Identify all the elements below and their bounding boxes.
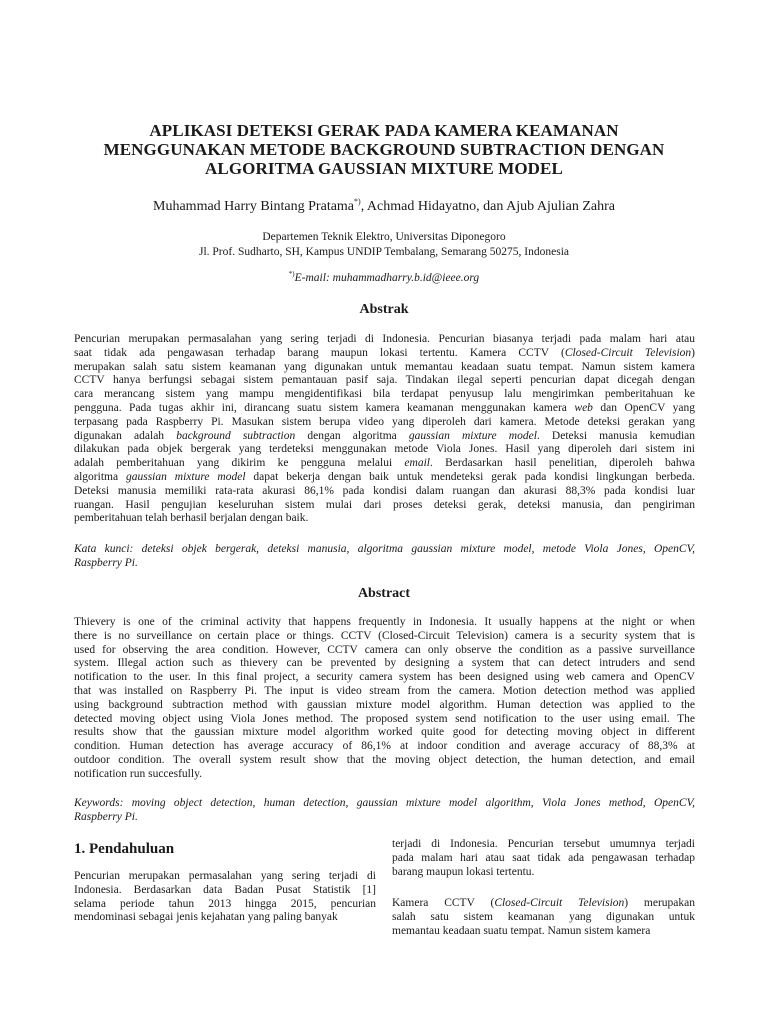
text-line: ruangan. Hasil pengujian keseluruhan sistem mulai dari proses deteksi gerak, deteksi manusia, dan pengiriman xyxy=(74,498,695,511)
abstract-body xyxy=(74,616,695,782)
email-text: E-mail: muhammadharry.b.id@ieee.org xyxy=(294,272,480,284)
text-line: Keywords: moving object detection, human detection, gaussian mixture model algorithm, Viola Jones method, OpenCV, xyxy=(74,797,695,809)
text-line: Raspberry Pi. xyxy=(74,556,138,569)
affiliation-line: Jl. Prof. Sudharto, SH, Kampus UNDIP Tembalang, Semarang 50275, Indonesia xyxy=(198,246,570,258)
title-line: ALGORITMA GAUSSIAN MIXTURE MODEL xyxy=(205,159,563,178)
italic-term: Closed-Circuit Television xyxy=(494,897,625,909)
text-line: digunakan adalah background subtraction dengan algoritma gaussian mixture model. Deteksi manusia kemudian xyxy=(74,429,695,442)
text-line: Kata kunci: deteksi objek bergerak, deteksi manusia, algoritma gaussian mixture model, metode Viola Jones, OpenCV, xyxy=(74,543,695,555)
kata-kunci xyxy=(74,543,695,571)
text-line: results show that the gaussian mixture model algorithm worked quite good for detecting moving object in different xyxy=(74,726,695,739)
keywords xyxy=(74,797,695,825)
text-line: Thievery is one of the criminal activity that happens frequently in Indonesia. It usually happens at the night or when xyxy=(74,616,695,628)
email-mark: *) xyxy=(288,270,295,278)
text-line: memantau keadaan suatu tempat. Namun sistem kamera xyxy=(392,924,651,937)
text-line: algoritma gaussian mixture model dapat bekerja dengan baik untuk mendeteksi gerak pada kondisi lingkungan berbeda. xyxy=(74,470,695,483)
italic-term: background subtraction xyxy=(176,429,296,442)
text-line: Kamera CCTV (Closed-Circuit Television) merupakan xyxy=(392,897,696,909)
italic-term: gaussian mixture model xyxy=(125,470,246,483)
abstrak-body xyxy=(74,333,695,526)
text-line: pemberitahuan telah berhasil berjalan dengan baik. xyxy=(74,512,309,525)
text-line: there is no surveillance on certain place or things. CCTV (Closed-Circuit Television) camera is a security system that is xyxy=(74,629,695,642)
text-line: terpasang pada Raspberry Pi. Masukan sistem berupa video yang diperoleh dari kamera. Metode deteksi gerakan yang xyxy=(74,415,695,428)
section-title: 1. Pendahuluan xyxy=(74,841,175,857)
author-list xyxy=(60,198,708,215)
text-line: saat tidak ada pengawasan terhadap barang maupun lokasi tertentu. Kamera CCTV (Closed-Circuit Television) xyxy=(74,346,695,359)
text-line: terjadi di Indonesia. Pencurian tersebut umumnya terjadi xyxy=(392,838,695,850)
text-line: Pencurian merupakan permasalahan yang sering terjadi di xyxy=(74,870,376,882)
text-line: dilakukan pada objek bergerak yang terdeteksi menggunakan metode Viola Jones. Hasil yang diperoleh dari sistem ini xyxy=(74,443,695,456)
text-line: system. Illegal action such as thievery can be prevented by designing a system that can detect intruders and send xyxy=(74,657,695,670)
corresponding-email xyxy=(60,271,708,286)
text-line: notification to the user. In this final project, a security camera system has been designed using web camera and OpenCV xyxy=(74,671,695,684)
text-line: using background subtraction method with gaussian mixture model algorithm. Human detection was applied to the xyxy=(74,698,695,711)
left-column-text xyxy=(74,870,376,925)
italic-term: Closed-Circuit Television xyxy=(564,346,692,359)
text-line: pada malam hari atau saat tidak ada pengawasan terhadap xyxy=(392,851,695,864)
text-line: selama periode tahun 2013 hingga 2015, pencurian xyxy=(74,897,376,910)
italic-term: web xyxy=(574,401,593,414)
text-line: cara merancang sistem yang mampu mengidentifikasi bila terdapat penyusup lalu mengirimkan pemberitahuan ke xyxy=(74,388,695,401)
other-authors: , Achmad Hidayatno, dan Ajub Ajulian Zahra xyxy=(360,199,615,214)
text-line: that was installed on Raspberry Pi. The input is video stream from the camera. Motion detection method was applied xyxy=(74,684,695,697)
corresponding-mark: *) xyxy=(354,197,361,206)
text-line: detected moving object using Viola Jones method. The proposed system send notification to the user using email. The xyxy=(74,712,695,725)
text-line: notification run succesfully. xyxy=(74,767,202,780)
text-line: CCTV hanya berfungsi sebagai sistem pemantauan pasif saja. Tindakan ilegal seperti pencurian dapat dicegah dengan xyxy=(74,374,695,387)
text-line: pengguna. Pada tugas akhir ini, dirancang suatu sistem kamera keamanan menggunakan kamera web dan OpenCV yang xyxy=(74,401,696,414)
text-line: Deteksi manusia memiliki rata-rata akurasi 86,1% pada kondisi dalam ruangan dan akurasi 88,3% pada kondisi luar xyxy=(74,484,695,497)
text-line: outdoor condition. The overall system result show that the moving object detection, the human detection, and email xyxy=(74,753,695,766)
italic-term: email xyxy=(404,457,430,470)
text-line: Indonesia. Berdasarkan data Badan Pusat Statistik [1] xyxy=(74,883,376,896)
text-line: salah satu sistem keamanan yang digunakan untuk xyxy=(392,910,695,923)
text-line: Pencurian merupakan permasalahan yang sering terjadi di Indonesia. Pencurian biasanya terjadi pada malam hari atau xyxy=(74,333,695,345)
abstract-heading: Abstract xyxy=(357,586,411,601)
text-line: merupakan salah satu sistem keamanan yang digunakan untuk memantau keadaan suatu tempat. Namun sistem kamera xyxy=(74,360,695,373)
text-line: adalah pemberitahuan yang dikirim ke pengguna melalui email. Berdasarkan hasil penelitian, diperoleh bahwa xyxy=(74,457,695,470)
right-column-paragraph-1 xyxy=(392,838,695,879)
abstrak-heading: Abstrak xyxy=(359,302,409,317)
text-line: condition. Human detection has average accuracy of 86,1% at indoor condition and average accuracy of 88,3% at xyxy=(74,740,695,753)
text-line: barang maupun lokasi tertentu. xyxy=(392,865,535,878)
title-line: APLIKASI DETEKSI GERAK PADA KAMERA KEAMANAN xyxy=(149,121,619,140)
italic-term: gaussian mixture model xyxy=(408,429,537,442)
first-author: Muhammad Harry Bintang Pratama xyxy=(153,199,355,214)
affiliation-line: Departemen Teknik Elektro, Universitas Diponegoro xyxy=(262,231,506,243)
text-line: used for observing the area condition. However, CCTV camera can only observe the condition as a passive surveillance xyxy=(74,643,695,656)
text-line: mendominasi sebagai jenis kejahatan yang paling banyak xyxy=(74,911,338,924)
right-column-paragraph-2 xyxy=(392,897,695,938)
title-line: MENGGUNAKAN METODE BACKGROUND SUBTRACTION DENGAN xyxy=(103,140,665,159)
affiliation xyxy=(60,230,708,260)
paper-title xyxy=(60,121,708,178)
text-line: Raspberry Pi. xyxy=(74,810,138,823)
